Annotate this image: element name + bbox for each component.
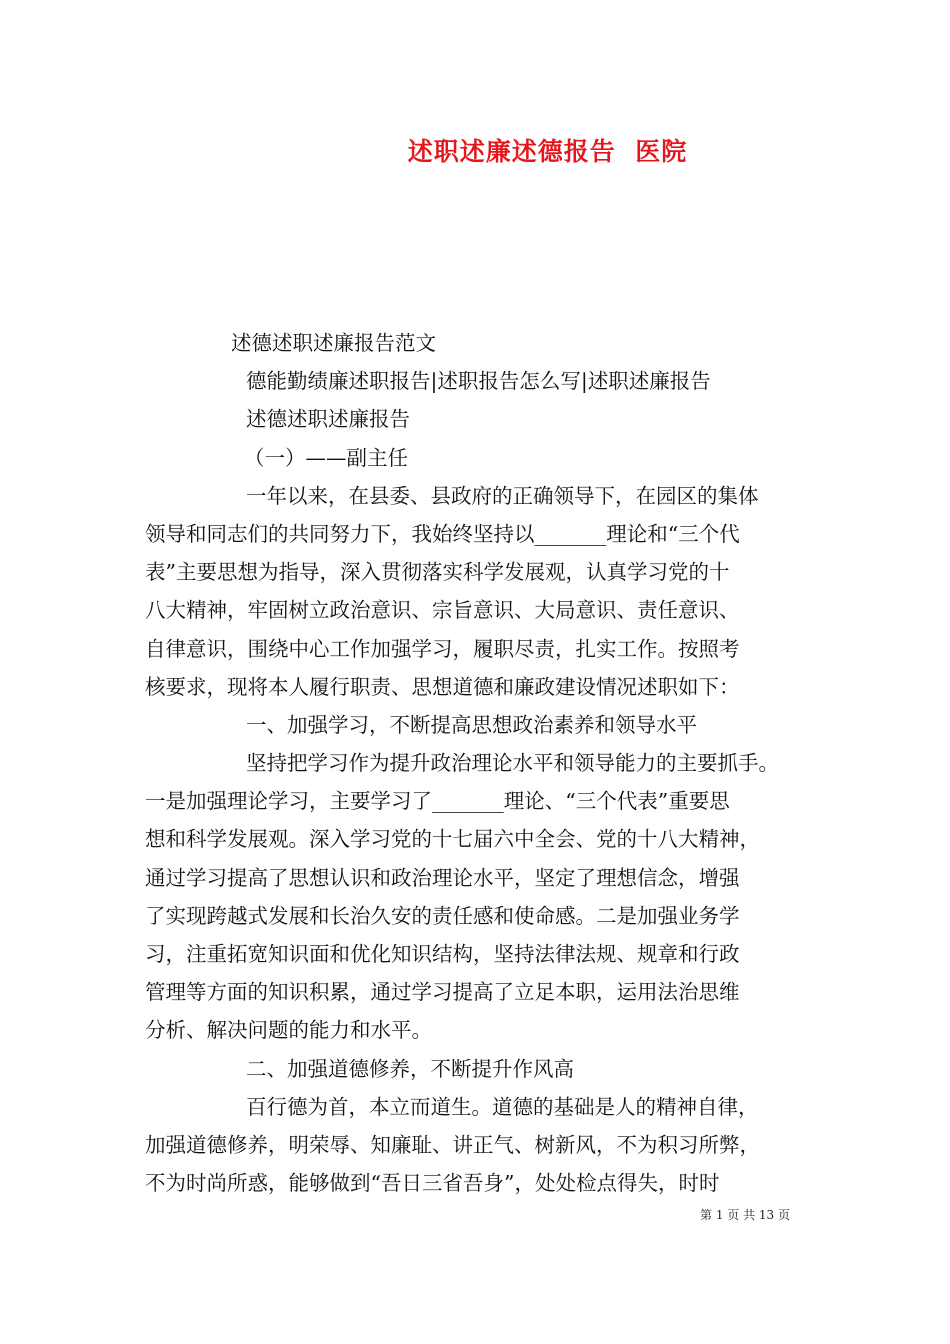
- body-line: 管理等方面的知识积累，通过学习提高了立足本职，运用法治思维: [145, 980, 740, 1005]
- body-line: 加强道德修养，明荣辱、知廉耻、讲正气、树新风，不为积习所弊，: [145, 1132, 760, 1157]
- body-line: 八大精神，牢固树立政治意识、宗旨意识、大局意识、责任意识、: [145, 598, 740, 623]
- body-line: 想和科学发展观。深入学习党的十七届六中全会、党的十八大精神，: [145, 827, 760, 852]
- body-line: 分析、解决问题的能力和水平。: [145, 1018, 432, 1043]
- document-body: [145, 324, 805, 1202]
- body-line: 一年以来，在县委、县政府的正确领导下，在园区的集体: [246, 483, 759, 508]
- body-line: 领导和同志们的共同努力下，我始终坚持以_______理论和“三个代: [145, 521, 740, 546]
- body-line: 德能勤绩廉述职报告|述职报告怎么写|述职述廉报告: [246, 369, 711, 394]
- body-line: 述德述职述廉报告范文: [231, 331, 436, 355]
- body-line: 通过学习提高了思想认识和政治理论水平，坚定了理想信念，增强: [145, 865, 740, 890]
- document-title: 述职述廉述德报告 医院: [407, 137, 688, 166]
- body-line: 习，注重拓宽知识面和优化知识结构，坚持法律法规、规章和行政: [145, 942, 740, 966]
- body-line: 一是加强理论学习，主要学习了_______理论、“三个代表”重要思: [145, 789, 730, 814]
- body-line: 表”主要思想为指导，深入贯彻落实科学发展观，认真学习党的十: [145, 560, 730, 585]
- section-heading: 一、加强学习，不断提高思想政治素养和领导水平: [246, 712, 697, 737]
- body-line: 述德述职述廉报告: [246, 407, 410, 432]
- body-line: 坚持把学习作为提升政治理论水平和领导能力的主要抓手。: [246, 751, 779, 776]
- body-line: 自律意识，围绕中心工作加强学习，履职尽责，扎实工作。按照考: [145, 636, 740, 661]
- body-line: （一）——副主任: [244, 445, 408, 470]
- body-line: 不为时尚所惑，能够做到“吾日三省吾身”，处处检点得失，时时: [145, 1171, 720, 1196]
- section-heading: 二、加强道德修养，不断提升作风高: [246, 1056, 574, 1081]
- body-line: 百行德为首，本立而道生。道德的基础是人的精神自律，: [246, 1094, 759, 1119]
- page-number-footer: 第 1 页 共 13 页: [700, 1208, 790, 1222]
- body-line: 了实现跨越式发展和长治久安的责任感和使命感。二是加强业务学: [145, 903, 740, 928]
- body-line: 核要求，现将本人履行职责、思想道德和廉政建设情况述职如下：: [145, 674, 740, 699]
